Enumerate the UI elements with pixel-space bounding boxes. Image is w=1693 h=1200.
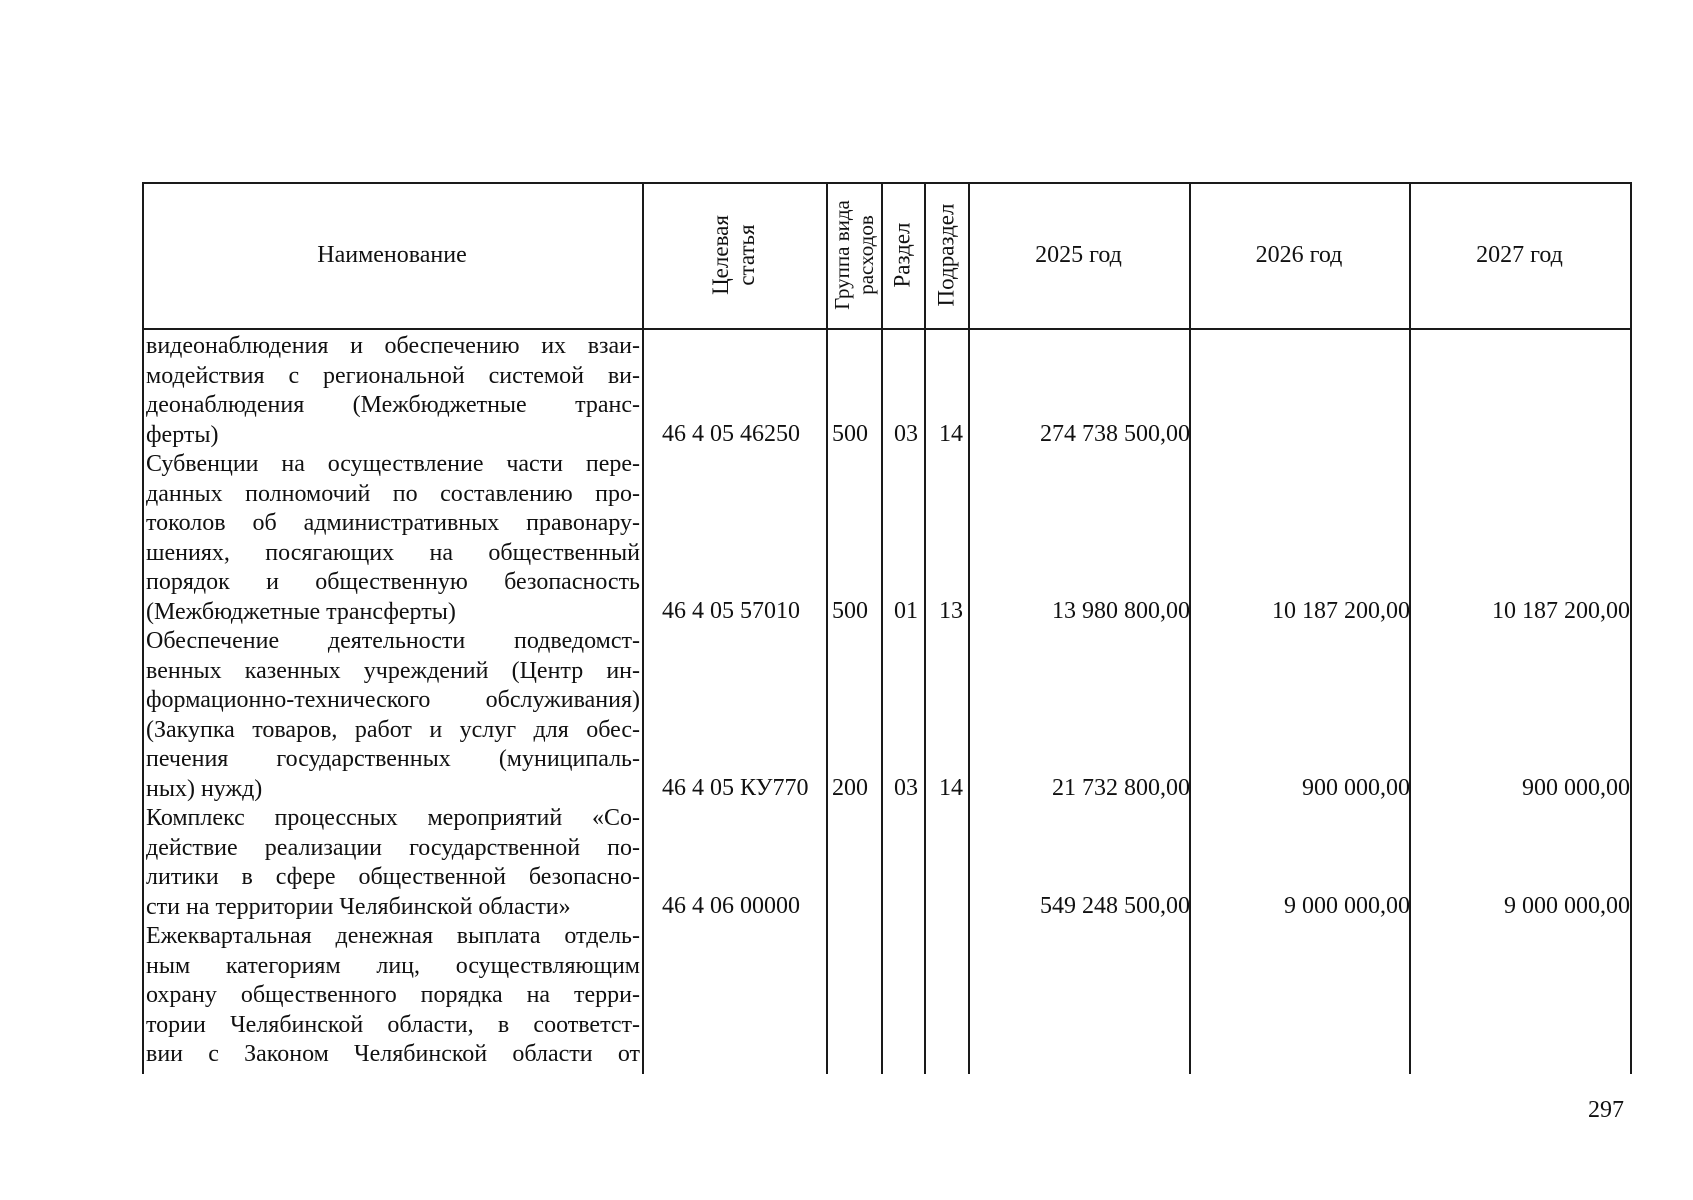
header-section-label: Раздел bbox=[889, 222, 915, 288]
header-2027 bbox=[1409, 182, 1630, 328]
name-line: тории Челябинской области, в соответст- bbox=[146, 1011, 640, 1038]
expense-group: 200 bbox=[832, 775, 868, 801]
target-code: 46 4 06 00000 bbox=[662, 893, 800, 919]
header-subsection bbox=[924, 182, 968, 328]
header-2025 bbox=[968, 182, 1189, 328]
name-line: венных казенных учреждений (Центр ин- bbox=[146, 657, 640, 684]
name-line: токолов об административных правонару- bbox=[146, 510, 640, 536]
name-line: (Межбюджетные трансферты) bbox=[146, 598, 456, 625]
name-line: охрану общественного порядка на терри- bbox=[146, 982, 640, 1008]
name-line: сти на территории Челябинской области» bbox=[146, 893, 571, 920]
amount-2025: 274 738 500,00 bbox=[1040, 421, 1190, 447]
name-line: Ежеквартальная денежная выплата отдель- bbox=[146, 923, 640, 949]
target-code: 46 4 05 57010 bbox=[662, 598, 800, 624]
name-line: ферты) bbox=[146, 421, 219, 448]
name-line: (Закупка товаров, работ и услуг для обес- bbox=[146, 716, 640, 743]
section-code: 01 bbox=[894, 598, 918, 624]
amount-2027: 900 000,00 bbox=[1522, 775, 1630, 801]
amount-2026: 9 000 000,00 bbox=[1284, 893, 1410, 919]
budget-table bbox=[142, 182, 1632, 1074]
amount-2025: 21 732 800,00 bbox=[1052, 775, 1190, 801]
subsection-code: 13 bbox=[939, 598, 963, 624]
section-code: 03 bbox=[894, 775, 918, 801]
header-target-line2: статья bbox=[733, 224, 759, 286]
header-target-label bbox=[708, 215, 760, 295]
name-line: литики в сфере общественной безопасно- bbox=[146, 864, 640, 890]
amount-2025: 549 248 500,00 bbox=[1040, 893, 1190, 919]
header-2026-label: 2026 год bbox=[1255, 241, 1343, 268]
name-line: ных) нужд) bbox=[146, 775, 263, 802]
page-number: 297 bbox=[1588, 1097, 1624, 1123]
name-line: деонаблюдения (Межбюджетные транс- bbox=[146, 392, 640, 418]
header-2025-label: 2025 год bbox=[1035, 241, 1122, 268]
header-2026 bbox=[1189, 182, 1409, 328]
header-group bbox=[826, 182, 881, 328]
table-row-name bbox=[146, 922, 640, 1070]
name-line: Субвенции на осуществление части пере- bbox=[146, 451, 640, 477]
header-group-line1: Группа вида bbox=[829, 200, 854, 310]
header-name-label: Наименование bbox=[317, 241, 467, 268]
subsection-code: 14 bbox=[939, 775, 963, 801]
amount-2026: 10 187 200,00 bbox=[1272, 598, 1410, 624]
header-section bbox=[881, 182, 924, 328]
name-line: порядок и общественную безопасность bbox=[146, 569, 640, 595]
name-line: ным категориям лиц, осуществляющим bbox=[146, 952, 640, 979]
table-row-values bbox=[142, 775, 1632, 805]
name-line: печения государственных (муниципаль- bbox=[146, 746, 640, 772]
column-divider bbox=[1630, 182, 1632, 1074]
table-row-values bbox=[142, 598, 1632, 628]
name-line: видеонаблюдения и обеспечению их взаи- bbox=[146, 333, 640, 359]
name-line: действие реализации государственной по- bbox=[146, 834, 640, 861]
amount-2026: 900 000,00 bbox=[1302, 775, 1410, 801]
table-row-values bbox=[142, 893, 1632, 923]
name-line: данных полномочий по составлению про- bbox=[146, 480, 640, 507]
header-group-line2: расходов bbox=[853, 215, 878, 295]
amount-2027: 9 000 000,00 bbox=[1504, 893, 1630, 919]
amount-2027: 10 187 200,00 bbox=[1492, 598, 1630, 624]
subsection-code: 14 bbox=[939, 421, 963, 447]
name-line: Обеспечение деятельности подведомст- bbox=[146, 628, 640, 654]
amount-2025: 13 980 800,00 bbox=[1052, 598, 1190, 624]
header-2027-label: 2027 год bbox=[1476, 241, 1563, 268]
table-row-values bbox=[142, 421, 1632, 451]
target-code: 46 4 05 46250 bbox=[662, 421, 800, 447]
header-group-label bbox=[830, 200, 878, 310]
name-line: формационно-технического обслуживания) bbox=[146, 687, 640, 713]
name-line: вии с Законом Челябинской области от bbox=[146, 1041, 640, 1067]
expense-group: 500 bbox=[832, 598, 868, 624]
name-line: Комплекс процессных мероприятий «Со- bbox=[146, 805, 640, 831]
expense-group: 500 bbox=[832, 421, 868, 447]
header-target bbox=[642, 182, 826, 328]
name-line: шениях, посягающих на общественный bbox=[146, 539, 640, 566]
target-code: 46 4 05 КУ770 bbox=[662, 775, 809, 801]
header-subsection-label: Подраздел bbox=[933, 203, 959, 307]
header-name bbox=[142, 182, 642, 328]
section-code: 03 bbox=[894, 421, 918, 447]
header-target-line1: Целевая bbox=[707, 215, 733, 295]
name-line: модействия с региональной системой ви- bbox=[146, 362, 640, 389]
